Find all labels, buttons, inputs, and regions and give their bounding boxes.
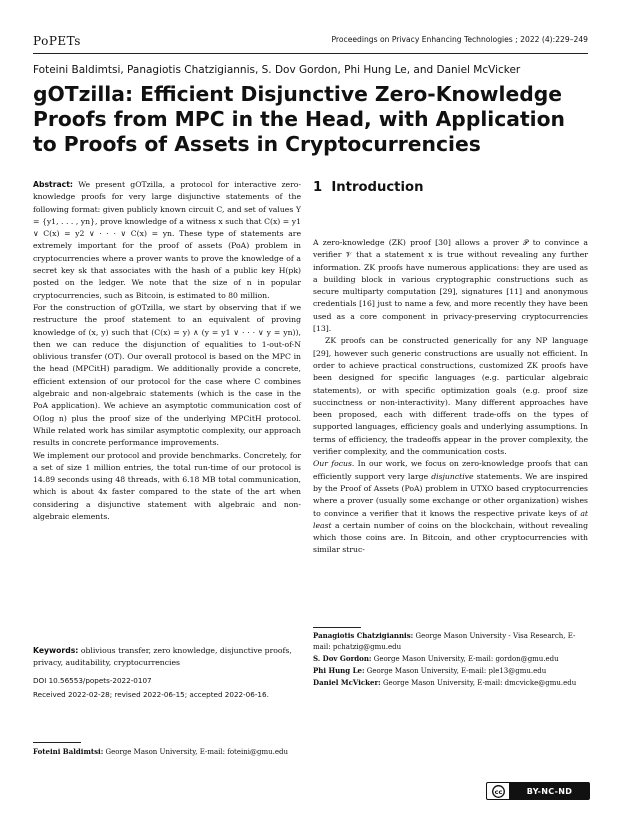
footnote-author-name: Panagiotis Chatzigiannis: bbox=[313, 631, 414, 640]
footnote-item bbox=[313, 677, 588, 689]
intro-p3-emphasis-2: at least bbox=[313, 508, 589, 530]
footnotes-right bbox=[313, 630, 588, 689]
doi: DOI 10.56553/popets-2022-0107 bbox=[33, 676, 152, 685]
footnote-author-name: Phi Hung Le: bbox=[313, 666, 365, 675]
section-number: 1 bbox=[313, 180, 323, 195]
abstract bbox=[33, 179, 301, 523]
paper-title: gOTzilla: Efficient Disjunctive Zero-Knowledge Proofs from MPC in the Head, with Application to Proofs of Assets in Cryptocurrencies bbox=[33, 82, 565, 156]
journal-short-name: PoPETs bbox=[33, 34, 81, 48]
footnote-affiliation: George Mason University, E-mail: gordon@gmu.edu bbox=[373, 655, 559, 663]
footnote-rule-left bbox=[33, 742, 81, 743]
author-list: Foteini Baldimtsi, Panagiotis Chatzigiannis, S. Dov Gordon, Phi Hung Le, and Daniel McVicker bbox=[33, 64, 521, 76]
footnote-affiliation: George Mason University, E-mail: foteini@gmu.edu bbox=[105, 748, 288, 756]
footnote-item bbox=[313, 665, 588, 677]
intro-p3-text-b: statements. We are inspired by the Proof of Assets (PoA) problem in UTXO based cryptocurrencies where a prover (usually some exchange or other organization) wishes to convince a verifier that it knows the respective private keys of bbox=[313, 471, 588, 518]
header-rule bbox=[33, 53, 588, 54]
section-title: Introduction bbox=[331, 180, 424, 195]
intro-paragraph-1: A zero-knowledge (ZK) proof [30] allows a prover 𝒫 to convince a verifier 𝒱 that a statement x is true without revealing any further information. ZK proofs have numerous applications: they are used as a building block in various cryptographic constructions such as secure multiparty computation [29], signatures [11] and anonymous credentials [16] just to name a few, and more recently they have been used as a core component in privacy-preserving cryptocurrencies [13]. bbox=[313, 238, 588, 334]
running-header bbox=[33, 34, 588, 50]
received-dates: Received 2022-02-28; revised 2022-06-15; accepted 2022-06-16. bbox=[33, 690, 269, 699]
intro-p3-text-c: a certain number of coins on the blockchain, without revealing which those coins are. In Bitcoin, and other cryptocurrencies with similar struc- bbox=[313, 520, 589, 555]
license-badge[interactable] bbox=[486, 782, 590, 800]
footnote-affiliation: George Mason University, E-mail: dmcvicke@gmu.edu bbox=[382, 679, 577, 687]
footnote-rule-right bbox=[313, 627, 361, 628]
footnote-author-name: S. Dov Gordon: bbox=[313, 654, 372, 663]
introduction-body bbox=[313, 237, 588, 557]
creative-commons-icon bbox=[487, 783, 510, 799]
footnote-author-name: Foteini Baldimtsi: bbox=[33, 747, 104, 756]
intro-paragraph-3 bbox=[313, 458, 588, 556]
section-heading bbox=[313, 180, 423, 195]
footnote-affiliation: George Mason University, E-mail: ple13@gmu.edu bbox=[366, 667, 547, 675]
our-focus-label: Our focus. bbox=[313, 459, 355, 469]
footnote-left bbox=[33, 746, 301, 758]
license-text: BY-NC-ND bbox=[510, 783, 589, 799]
abstract-paragraph-3: We implement our protocol and provide benchmarks. Concretely, for a set of size 1 million entries, the total run-time of our protocol is 14.89 seconds using 48 threads, with 6.18 MB total communication, which is about 4x faster compared to the state of the art when considering a disjunctive statement with algebraic and non-algebraic elements. bbox=[33, 450, 301, 522]
cc-mark-text: cc bbox=[494, 787, 502, 796]
keywords bbox=[33, 645, 301, 670]
footnote-author-name: Daniel McVicker: bbox=[313, 678, 381, 687]
footnote-item bbox=[313, 653, 588, 665]
footnote-affiliation: George Mason University - Visa Research, E-mail: pchatzig@gmu.edu bbox=[313, 632, 576, 651]
abstract-paragraph-2: For the construction of gOTzilla, we start by observing that if we restructure the proof statement to an equivalent of proving knowledge of (x, y) such that (C(x) = y) ∧ (y = y1 ∨ · · · ∨ y = yn)), then we can reduce the disjunction of equalities to 1-out-of-N oblivious transfer (OT). Our overall protocol is based on the MPC in the head (MPCitH) paradigm. We additionally provide a concrete, efficient extension of our protocol for the case where C combines algebraic and non-algebraic statements (which is the case in the PoA application). We achieve an asymptotic communication cost of O(log n) plus the proof size of the underlying MPCitH protocol. While related work has similar asymptotic complexity, our approach results in concrete performance improvements. bbox=[33, 302, 301, 448]
abstract-paragraph-1: We present gOTzilla, a protocol for interactive zero-knowledge proofs for very large disjunctive statements of the following format: given publicly known circuit C, and set of values Y = {y1, . . . , yn}, prove knowledge of a witness x such that C(x) = y1 ∨ C(x) = y2 ∨ · · · ∨ C(x) = yn. These type of statements are extremely important for the proof of assets (PoA) problem in cryptocurrencies where a prover wants to prove the knowledge of a secret key sk that associates with the hash of a public key H(pk) posted on the ledger. We note that the size of n in popular cryptocurrencies, such as Bitcoin, is estimated to 80 million. bbox=[33, 180, 301, 300]
intro-p3-emphasis: disjunctive bbox=[431, 471, 474, 481]
intro-paragraph-2: ZK proofs can be constructed generically for any NP language [29], however such generic constructions are usually not efficient. In order to achieve practical constructions, customized ZK proofs have been designed for specific languages (e.g. particular algebraic statements), or with specific optimization goals (e.g. proof size succinctness or non-interactivity). Many different approaches have been proposed, each with different trade-offs on the types of supported languages, efficiency goals and underlying assumptions. In terms of efficiency, the tradeoffs appear in the prover complexity, the verifier complexity, and the communication costs. bbox=[313, 336, 588, 457]
keywords-text: oblivious transfer, zero knowledge, disjunctive proofs, privacy, auditability, cryptocurrencies bbox=[33, 646, 292, 668]
intro-p3-text-a: In our work, we focus on zero-knowledge proofs that can efficiently support very large bbox=[313, 459, 588, 481]
abstract-label: Abstract: bbox=[33, 180, 73, 189]
keywords-label: Keywords: bbox=[33, 646, 79, 655]
footnote-item bbox=[313, 630, 588, 653]
proceedings-info: Proceedings on Privacy Enhancing Technologies ; 2022 (4):229–249 bbox=[331, 35, 588, 44]
